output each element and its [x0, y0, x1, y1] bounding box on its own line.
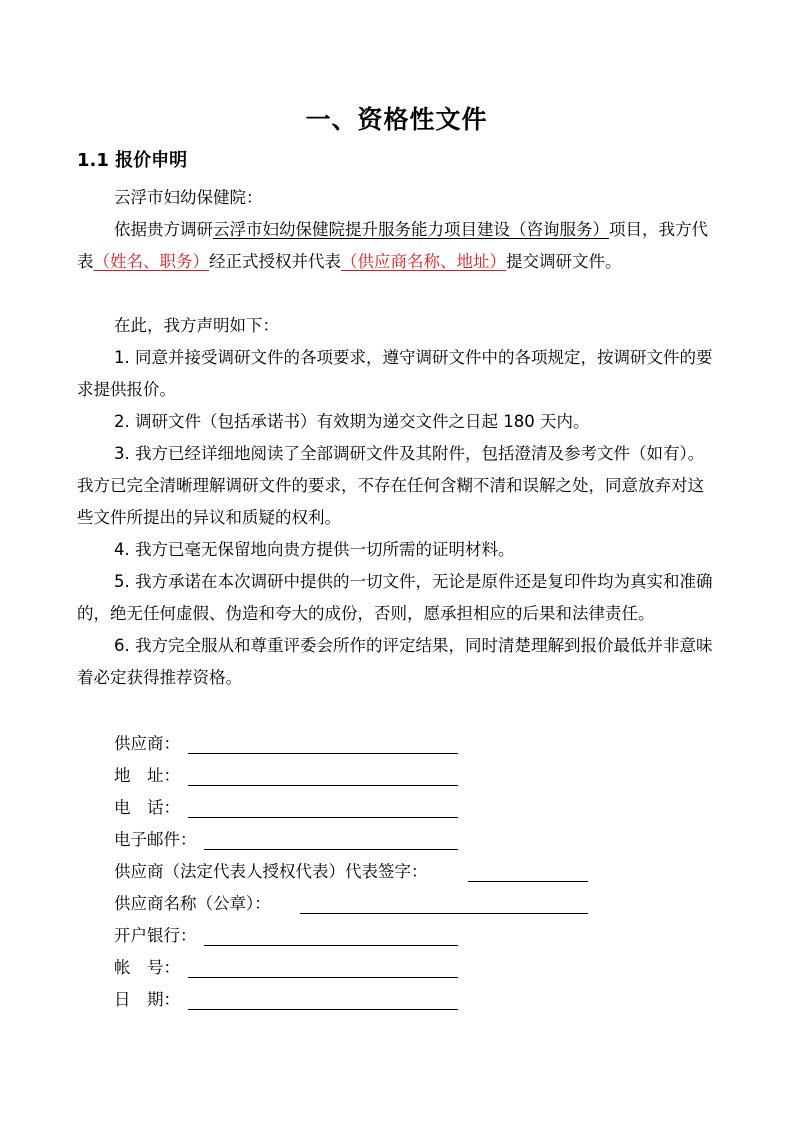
- section-heading: 1.1 报价申明: [77, 150, 188, 171]
- declaration-item-1: 1. 同意并接受调研文件的各项要求，遵守调研文件中的各项规定，按调研文件的要求提供报价。: [77, 348, 713, 399]
- field-date: [114, 984, 428, 1016]
- field-signature: [114, 856, 428, 888]
- intro-suffix: 提交调研文件。: [506, 252, 622, 271]
- intro-prefix: 依据贵方调研: [114, 220, 213, 239]
- fill-line: [188, 785, 458, 786]
- field-supplier: [114, 728, 428, 760]
- declaration-item-4: 4. 我方已毫无保留地向贵方提供一切所需的证明材料。: [114, 540, 515, 559]
- declaration-item-3: 3. 我方已经详细地阅读了全部调研文件及其附件，包括澄清及参考文件（如有）。我方已完全清晰理解调研文件的要求，不存在任何含糊不清和误解之处，同意放弃对这些文件所提出的异议和质疑的权利。: [77, 444, 705, 527]
- declaration-item-2: 2. 调研文件（包括承诺书）有效期为递交文件之日起 180 天内。: [114, 412, 590, 431]
- fill-line: [188, 1009, 458, 1010]
- field-supplier-seal: [114, 888, 428, 920]
- fill-line: [188, 817, 458, 818]
- declaration-item-6: 6. 我方完全服从和尊重评委会所作的评定结果，同时清楚理解到报价最低并非意味着必定获得推荐资格。: [77, 636, 713, 687]
- declaration-lead: [77, 310, 717, 342]
- fill-line: [300, 913, 588, 914]
- field-label: 日 期：: [114, 990, 180, 1009]
- fill-line: [188, 753, 458, 754]
- supplier-placeholder: （供应商名称、地址）: [341, 252, 506, 271]
- fill-line: [204, 849, 458, 850]
- fill-line: [468, 881, 588, 882]
- field-account: [114, 952, 428, 984]
- intro-paragraph: [77, 214, 717, 278]
- field-label: 供应商名称（公章）：: [114, 894, 271, 913]
- declaration-list: [77, 342, 717, 694]
- field-label: 帐 号：: [114, 958, 180, 977]
- field-label: 电子邮件：: [114, 830, 197, 849]
- field-email: [114, 824, 428, 856]
- field-label: 地 址：: [114, 766, 180, 785]
- field-bank: [114, 920, 428, 952]
- fill-line: [188, 977, 458, 978]
- field-label: 供应商：: [114, 734, 180, 753]
- signature-fields: [114, 728, 428, 1016]
- declaration-item-5: 5. 我方承诺在本次调研中提供的一切文件，无论是原件还是复印件均为真实和准确的，绝无任何虚假、伪造和夸大的成份，否则，愿承担相应的后果和法律责任。: [77, 572, 713, 623]
- field-label: 供应商（法定代表人授权代表）代表签字：: [114, 862, 428, 881]
- intro-mid1: 项目，我方代表: [77, 220, 708, 271]
- field-label: 电 话：: [114, 798, 180, 817]
- project-name: 云浮市妇幼保健院提升服务能力项目建设（咨询服务）: [213, 220, 609, 239]
- representative-placeholder: （姓名、职务）: [93, 252, 209, 271]
- field-address: [114, 760, 428, 792]
- page-title: 一、资格性文件: [305, 105, 488, 134]
- addressee: 云浮市妇幼保健院：: [114, 188, 263, 207]
- intro-mid2: 经正式授权并代表: [209, 252, 341, 271]
- declaration-lead-text: 在此，我方声明如下：: [114, 316, 279, 335]
- fill-line: [204, 945, 458, 946]
- field-label: 开户银行：: [114, 926, 197, 945]
- field-phone: [114, 792, 428, 824]
